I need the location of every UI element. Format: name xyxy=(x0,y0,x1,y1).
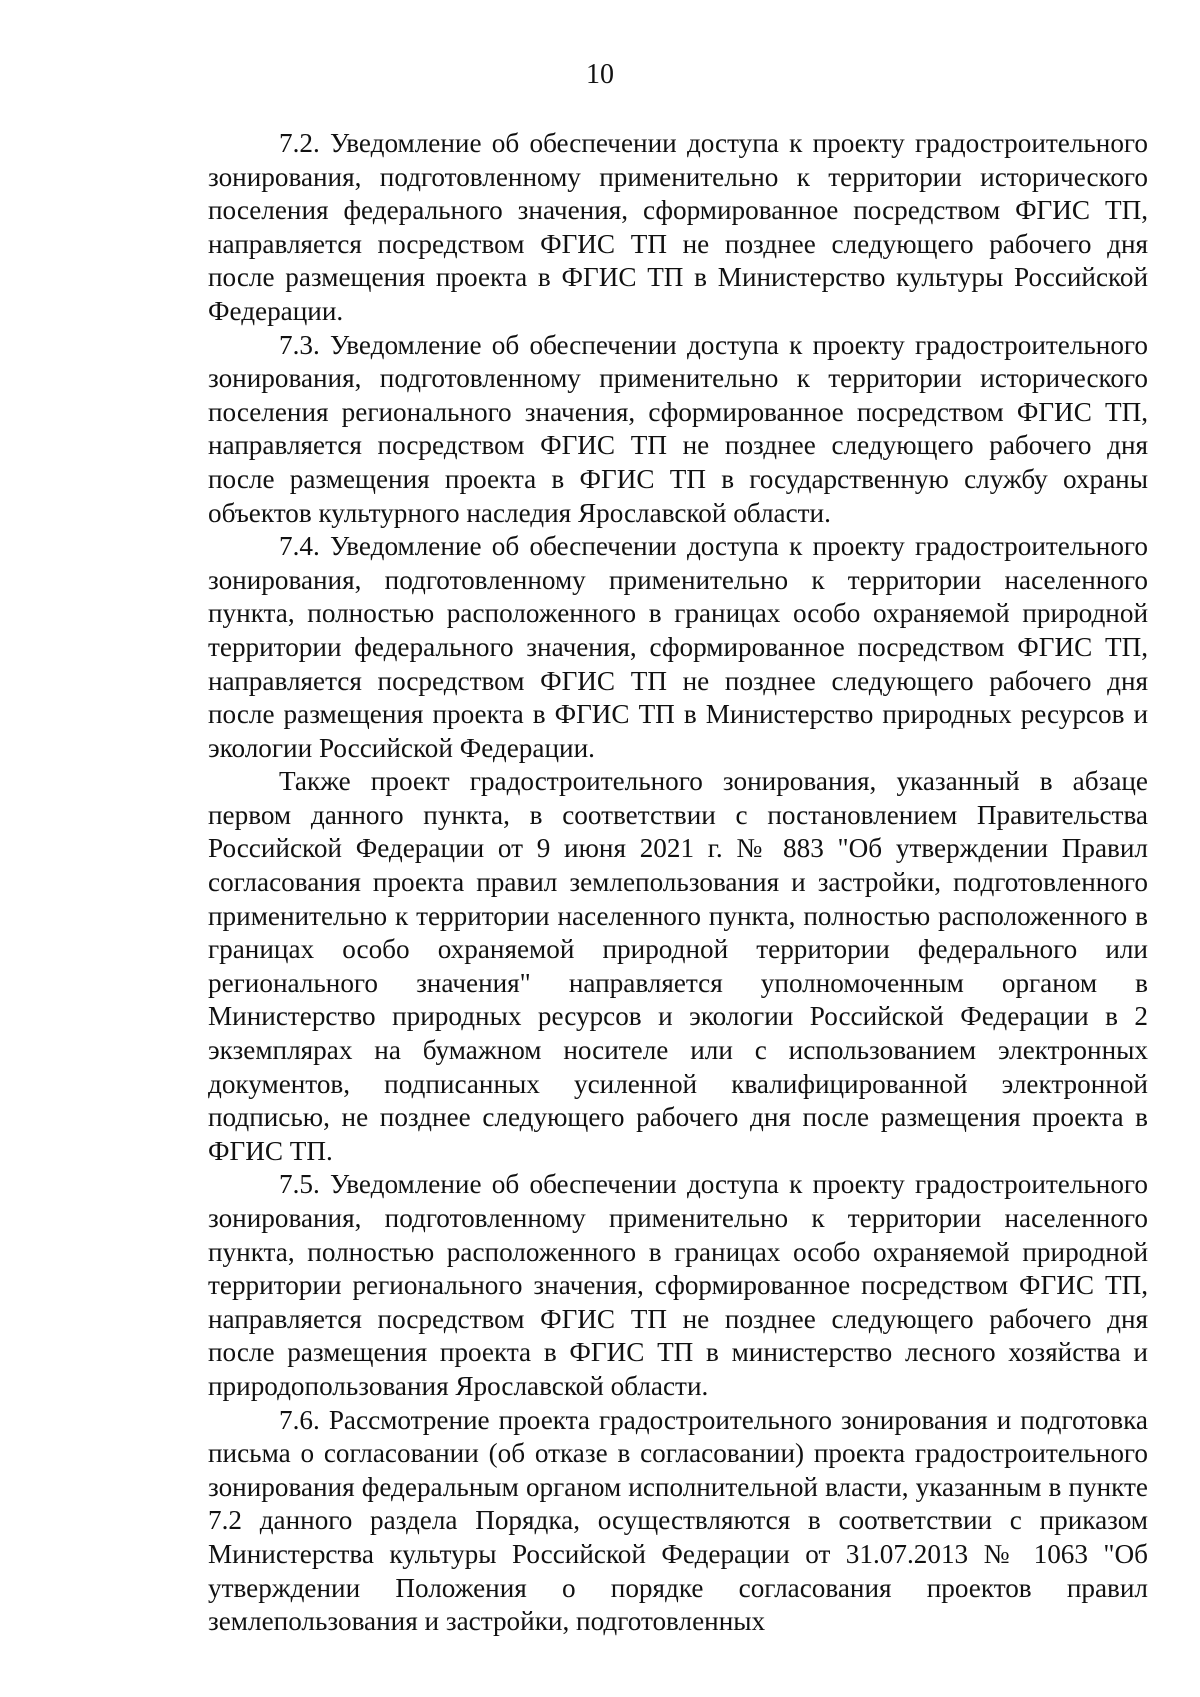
page-number: 10 xyxy=(586,59,614,90)
paragraph-7-4: 7.4. Уведомление об обеспечении доступа к проекту градостроительного зонирования, подготовленному применительно к территории населенного пункта, полностью расположенного в границах особо охраняемой природной территории федерального значения, сформированное посредством ФГИС ТП, направляется посредством ФГИС ТП не позднее следующего рабочего дня после размещения проекта в ФГИС ТП в Министерство природных ресурсов и экологии Российской Федерации. xyxy=(208,531,1148,763)
paragraph-7-6: 7.6. Рассмотрение проекта градостроительного зонирования и подготовка письма о согласовании (об отказе в согласовании) проекта градостроительного зонирования федеральным органом исполнительной власти, указанным в пункте 7.2 данного раздела Порядка, осуществляются в соответствии с приказом Министерства культуры Российской Федерации от 31.07.2013 № 1063 "Об утверждении Положения о порядке согласования проектов правил землепользования и застройки, подготовленных xyxy=(208,1404,1148,1637)
paragraph-7-5: 7.5. Уведомление об обеспечении доступа к проекту градостроительного зонирования, подготовленному применительно к территории населенного пункта, полностью расположенного в границах особо охраняемой природной территории регионального значения, сформированное посредством ФГИС ТП, направляется посредством ФГИС ТП не позднее следующего рабочего дня после размещения проекта в ФГИС ТП в министерство лесного хозяйства и природопользования Ярославской области. xyxy=(208,1169,1148,1401)
paragraph-7-4-additional: Также проект градостроительного зонирования, указанный в абзаце первом данного пункта, в соответствии с постановлением Правительства Российской Федерации от 9 июня 2021 г. № 883 "Об утверждении Правил согласования проекта правил землепользования и застройки, подготовленного применительно к территории населенного пункта, полностью расположенного в границах особо охраняемой природной территории федерального или регионального значения" направляется уполномоченным органом в Министерство природных ресурсов и экологии Российской Федерации в 2 экземплярах на бумажном носителе или с использованием электронных документов, подписанных усиленной квалифицированной электронной подписью, не позднее следующего рабочего дня после размещения проекта в ФГИС ТП. xyxy=(208,766,1148,1166)
paragraph-7-3: 7.3. Уведомление об обеспечении доступа к проекту градостроительного зонирования, подготовленному применительно к территории исторического поселения регионального значения, сформированное посредством ФГИС ТП, направляется посредством ФГИС ТП не позднее следующего рабочего дня после размещения проекта в ФГИС ТП в государственную службу охраны объектов культурного наследия Ярославской области. xyxy=(208,329,1148,528)
paragraph-7-2: 7.2. Уведомление об обеспечении доступа к проекту градостроительного зонирования, подготовленному применительно к территории исторического поселения федерального значения, сформированное посредством ФГИС ТП, направляется посредством ФГИС ТП не позднее следующего рабочего дня после размещения проекта в ФГИС ТП в Министерство культуры Российской Федерации. xyxy=(208,128,1148,326)
document-body xyxy=(208,127,1148,1639)
